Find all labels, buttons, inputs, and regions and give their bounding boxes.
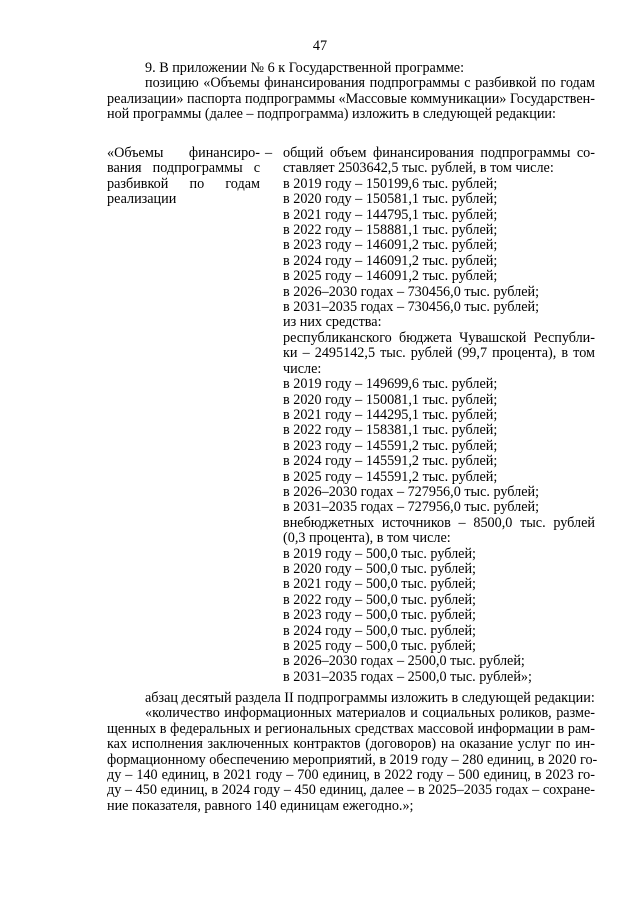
label-line: «Объемы финансиро- — [107, 145, 260, 161]
value-line: в 2026–2030 годах – 2500,0 тыс. рублей; — [283, 653, 525, 670]
intro-line: реализации» паспорта подпрограммы «Массовые коммуникации» Государствен- — [107, 90, 595, 107]
page-number: 47 — [312, 38, 328, 54]
value-line: ки – 2495142,5 тыс. рублей (99,7 процента), в том — [283, 345, 595, 362]
value-line: в 2026–2030 годах – 730456,0 тыс. рублей; — [283, 283, 540, 300]
value-line: в 2019 году – 150199,6 тыс. рублей; — [283, 175, 498, 192]
value-line: в 2024 году – 145591,2 тыс. рублей; — [283, 453, 498, 470]
outro-line: ние показателя, равного 140 единицам ежегодно.»; — [107, 797, 414, 814]
value-line: в 2026–2030 годах – 727956,0 тыс. рублей; — [283, 483, 540, 500]
value-line: в 2022 году – 158881,1 тыс. рублей; — [283, 222, 498, 239]
outro-line: «количество информационных материалов и социальных роликов, разме- — [145, 705, 595, 722]
value-line: в 2024 году – 500,0 тыс. рублей; — [283, 622, 476, 639]
value-line: в 2022 году – 500,0 тыс. рублей; — [283, 591, 476, 608]
value-line: в 2031–2035 годах – 730456,0 тыс. рублей; — [283, 299, 540, 316]
value-line: в 2023 году – 500,0 тыс. рублей; — [283, 607, 476, 624]
funding-table — [107, 146, 595, 685]
value-line: в 2021 году – 144795,1 тыс. рублей; — [283, 206, 498, 223]
intro-line: ной программы (далее – подпрограмма) изложить в следующей редакции: — [107, 106, 556, 123]
value-line: в 2021 году – 500,0 тыс. рублей; — [283, 576, 476, 593]
value-line: в 2025 году – 500,0 тыс. рублей; — [283, 638, 476, 654]
intro-line: позицию «Объемы финансирования подпрограммы с разбивкой по годам — [145, 75, 595, 92]
value-line: в 2020 году – 500,0 тыс. рублей; — [283, 560, 476, 577]
intro-paragraph — [107, 61, 595, 123]
value-line: в 2023 году – 145591,2 тыс. рублей; — [283, 437, 498, 454]
value-line: в 2019 году – 500,0 тыс. рублей; — [283, 545, 476, 562]
funding-table-label — [107, 146, 260, 685]
value-line: из них средства: — [283, 314, 382, 331]
value-line: в 2020 году – 150081,1 тыс. рублей; — [283, 391, 498, 408]
outro-line: ду – 450 единиц, в 2024 году – 450 единиц, далее – в 2025–2035 годах – сохране- — [107, 782, 595, 799]
value-line: в 2019 году – 149699,6 тыс. рублей; — [283, 376, 498, 393]
outro-line: ду – 140 единиц, в 2021 году – 700 единиц, в 2022 году – 500 единиц, в 2023 го- — [107, 767, 595, 784]
value-line: в 2031–2035 годах – 2500,0 тыс. рублей»; — [283, 668, 532, 685]
value-line: ставляет 2503642,5 тыс. рублей, в том числе: — [283, 160, 554, 177]
funding-table-dash: – — [264, 145, 273, 161]
label-line: реализации — [107, 191, 177, 208]
outro-line: щенных в федеральных и региональных средствах массовой информации в рам- — [107, 720, 595, 737]
value-line: в 2021 году – 144295,1 тыс. рублей; — [283, 406, 498, 423]
value-line: числе: — [283, 360, 322, 377]
value-line: в 2020 году – 150581,1 тыс. рублей; — [283, 191, 498, 208]
value-line: в 2025 году – 146091,2 тыс. рублей; — [283, 268, 498, 285]
label-line: вания подпрограммы с — [107, 160, 260, 177]
value-line: в 2031–2035 годах – 727956,0 тыс. рублей; — [283, 499, 540, 516]
value-line: общий объем финансирования подпрограммы со- — [283, 145, 595, 161]
value-line: (0,3 процента), в том числе: — [283, 530, 451, 547]
intro-line: 9. В приложении № 6 к Государственной программе: — [145, 60, 465, 76]
label-line: разбивкой по годам — [107, 175, 260, 192]
value-line: внебюджетных источников – 8500,0 тыс. рублей — [283, 514, 595, 531]
value-line: в 2022 году – 158381,1 тыс. рублей; — [283, 422, 498, 439]
value-line: в 2025 году – 145591,2 тыс. рублей; — [283, 468, 498, 485]
outro-line: ках исполнения заключенных контрактов (договоров) на оказание услуг по ин- — [107, 736, 595, 753]
outro-line: формационному обеспечению мероприятий, в 2019 году – 280 единиц, в 2020 го- — [107, 751, 598, 768]
outro-line: абзац десятый раздела II подпрограммы изложить в следующей редакции: — [145, 690, 595, 706]
outro-paragraph — [107, 690, 598, 814]
value-line: в 2024 году – 146091,2 тыс. рублей; — [283, 252, 498, 269]
value-line: в 2023 году – 146091,2 тыс. рублей; — [283, 237, 498, 254]
funding-table-values — [283, 146, 595, 685]
value-line: республиканского бюджета Чувашской Республи- — [283, 329, 595, 346]
